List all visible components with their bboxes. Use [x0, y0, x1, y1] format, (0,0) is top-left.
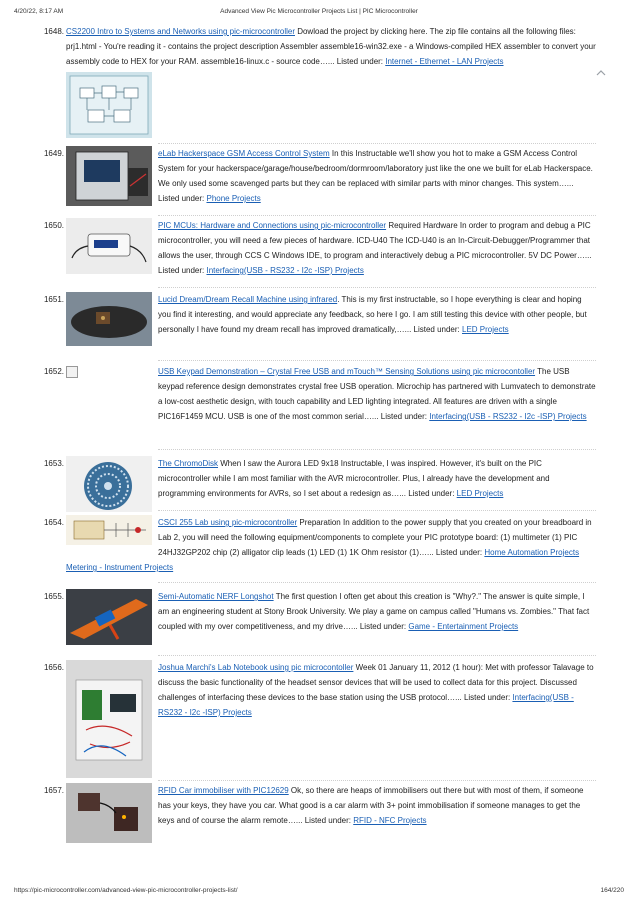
entry-number: 1656.: [43, 663, 64, 672]
category-link[interactable]: Game - Entertainment Projects: [408, 622, 519, 631]
scroll-to-top-icon[interactable]: [596, 68, 606, 78]
entry-description: In this Instructable we'll show you hot to make a GSM Access Control System for your hackerspace/garage/house/bedroom/dormroom/laboratory just like the one we built for eLab Hackerspace. We only used some scavenged parts but they can be replaced with similar parts with minor changes. This system…... Listed under:: [158, 149, 593, 203]
print-header: [14, 8, 624, 18]
entry-number: 1654.: [43, 518, 64, 527]
entry-title-link[interactable]: The ChromoDisk: [158, 459, 219, 468]
entry-description: The first question I often get about this creation is "Why?." The answer is quite simple, I am an engineering student at Stony Brook University. We play a game on campus called "Humans vs. Zombies." That fact coupled with my over competitiveness, and my drive…... Listed under:: [158, 592, 590, 631]
broken-image-icon: [66, 366, 78, 378]
entry-thumbnail-circuit-diagram[interactable]: [66, 72, 152, 138]
entry-title-link[interactable]: PIC MCUs: Hardware and Connections using pic-microcontroller: [158, 221, 387, 230]
divider: [158, 780, 596, 781]
print-page-number: 164/220: [600, 887, 624, 894]
category-link[interactable]: LED Projects: [456, 489, 504, 498]
category-link[interactable]: Home Automation Projects: [484, 548, 580, 557]
entry-description: Required Hardware In order to program and debug a PIC microcontroller, you will need a few pieces of hardware. ICD-U40 The ICD-U40 is an In-Circuit-Debugger/Programmer that allows the user, through CCS C Windows IDE, to program and interactively debug a PIC microcontroller. 5V DC Power…... Listed under:: [158, 221, 592, 275]
entry-thumbnail-nerf-longshot[interactable]: [66, 589, 152, 645]
entry-thumbnail-breadboard-schematic[interactable]: [66, 515, 152, 545]
entry-thumbnail-chromodisk[interactable]: [66, 456, 152, 512]
entry-title-link[interactable]: Joshua Marchi's Lab Notebook using pic microcontoller: [158, 663, 354, 672]
divider: [158, 582, 596, 583]
entry-text: [158, 292, 596, 337]
entry-number: 1657.: [43, 786, 64, 795]
category-link[interactable]: RFID - NFC Projects: [353, 816, 427, 825]
category-link[interactable]: Metering - Instrument Projects: [66, 563, 174, 572]
entry-text: [158, 660, 596, 720]
divider: [158, 360, 596, 361]
entry-text: [158, 364, 596, 424]
entry-text: [158, 783, 596, 828]
divider: [158, 655, 596, 656]
entry-number: 1651.: [43, 295, 64, 304]
entry-categories-continued: [66, 560, 173, 575]
entry-thumbnail-icd-programmer[interactable]: [66, 218, 152, 274]
entry-text: [158, 218, 596, 278]
print-footer: [14, 887, 624, 897]
entry-description: When I saw the Aurora LED 9x18 Instructable, I was inspired. However, it's built on the PIC microcontroller while I am most familiar with the AVR microcontroller. Plus, I already have the development and programming environments for AVRs, so I set about a redesign as…... Listed under:: [158, 459, 550, 498]
entry-thumbnail-gsm-box[interactable]: [66, 146, 152, 206]
category-link[interactable]: Interfacing(USB - RS232 - I2c -ISP) Projects: [158, 693, 574, 717]
category-link[interactable]: Internet - Ethernet - LAN Projects: [385, 57, 504, 66]
divider: [158, 510, 596, 511]
entry-description: Dowload the project by clicking here. The zip file contains all the following files: prj1.html - You're reading it - contains the project description Assembler assemble16-win32.exe - a Windows-compiled HEX assembler to convert your assembly code to HEX for your RAM. assemble16-linux.c - source code…... Listed under:: [66, 27, 596, 66]
entry-description: Ok, so there are heaps of immobilisers out there but with most of them, if someone has your keys, they have you car. What good is a car alarm with 3+ point immobilisation if someone manages to get the keys and of course the alarm remote…... Listed under:: [158, 786, 584, 825]
entry-number: 1650.: [43, 221, 64, 230]
entry-text: [158, 456, 596, 501]
entry-title-link[interactable]: Lucid Dream/Dream Recall Machine using infrared: [158, 295, 338, 304]
divider: [158, 287, 596, 288]
entry-description: The USB keypad reference design demonstrates crystal free USB operation. Microchip has partnered with Lumvatech to demonstrate a low-cost aesthetic design, with touch capability and LED lighting integrated. All features are driven with a single PIC16F1459 MCU. USB is one of the most common serial…... Listed under:: [158, 367, 596, 421]
print-page-title: Advanced View Pic Microcontroller Projects List | PIC Microcontroller: [220, 8, 418, 15]
entry-number: 1652.: [43, 367, 64, 376]
category-link[interactable]: Phone Projects: [206, 194, 261, 203]
category-link[interactable]: Interfacing(USB - RS232 - I2c -ISP) Projects: [206, 266, 364, 275]
divider: [158, 449, 596, 450]
category-link[interactable]: Interfacing(USB - RS232 - I2c -ISP) Projects: [429, 412, 587, 421]
entry-title-link[interactable]: Semi-Automatic NERF Longshot: [158, 592, 274, 601]
category-link[interactable]: LED Projects: [462, 325, 509, 334]
print-date: 4/20/22, 8:17 AM: [14, 8, 64, 15]
entry-text: [158, 146, 596, 206]
print-url: https://pic-microcontroller.com/advanced-view-pic-microcontroller-projects-list/: [14, 887, 238, 894]
entry-number: 1649.: [43, 149, 64, 158]
entry-description: . This is my first instructable, so I hope everything is clear and hoping you find it interesting, and would appreciate any feedback, so here I go. I am still testing this device with other people, but personally I have found my dream recall has improved dramatically,…... Listed under:: [158, 295, 587, 334]
entry-text: [66, 24, 596, 69]
entry-thumbnail-sleep-mask[interactable]: [66, 292, 152, 346]
entry-title-link[interactable]: CS2200 Intro to Systems and Networks using pic-microcontroller: [66, 27, 295, 36]
entry-description: Preparation In addition to the power supply that you created on your breadboard in Lab 2, you will need the following equipment/components to complete your PIC prototype board: (1) multimeter (1) PIC 24HJ32GP202 chip (2) alligator clip leads (1) LED (1) 1K Ohm resistor (1)…... Listed under:: [158, 518, 592, 557]
entry-title-link[interactable]: USB Keypad Demonstration – Crystal Free USB and mTouch™ Sensing Solutions using pic microcontoller: [158, 367, 536, 376]
divider: [158, 143, 596, 144]
entry-description: Week 01 January 11, 2012 (1 hour): Met with professor Talavage to discuss the basic functionality of the headset sensor devices that will be used to collect data for this project. Discussed challenges of interfacing these devices to the base station using the USB protocol…... Listed under:: [158, 663, 594, 702]
entry-number: 1655.: [43, 592, 64, 601]
entry-thumbnail-rfid-immobiliser[interactable]: [66, 783, 152, 843]
entry-number: 1648.: [43, 27, 64, 36]
entry-title-link[interactable]: CSCI 255 Lab using pic-microcontroller: [158, 518, 298, 527]
entry-number: 1653.: [43, 459, 64, 468]
entry-title-link[interactable]: RFID Car immobiliser with PIC12629: [158, 786, 289, 795]
entry-thumbnail-lab-breadboard[interactable]: [66, 660, 152, 778]
divider: [158, 215, 596, 216]
entry-text: [158, 589, 596, 634]
entry-title-link[interactable]: eLab Hackerspace GSM Access Control System: [158, 149, 330, 158]
entry-text: [158, 515, 596, 560]
